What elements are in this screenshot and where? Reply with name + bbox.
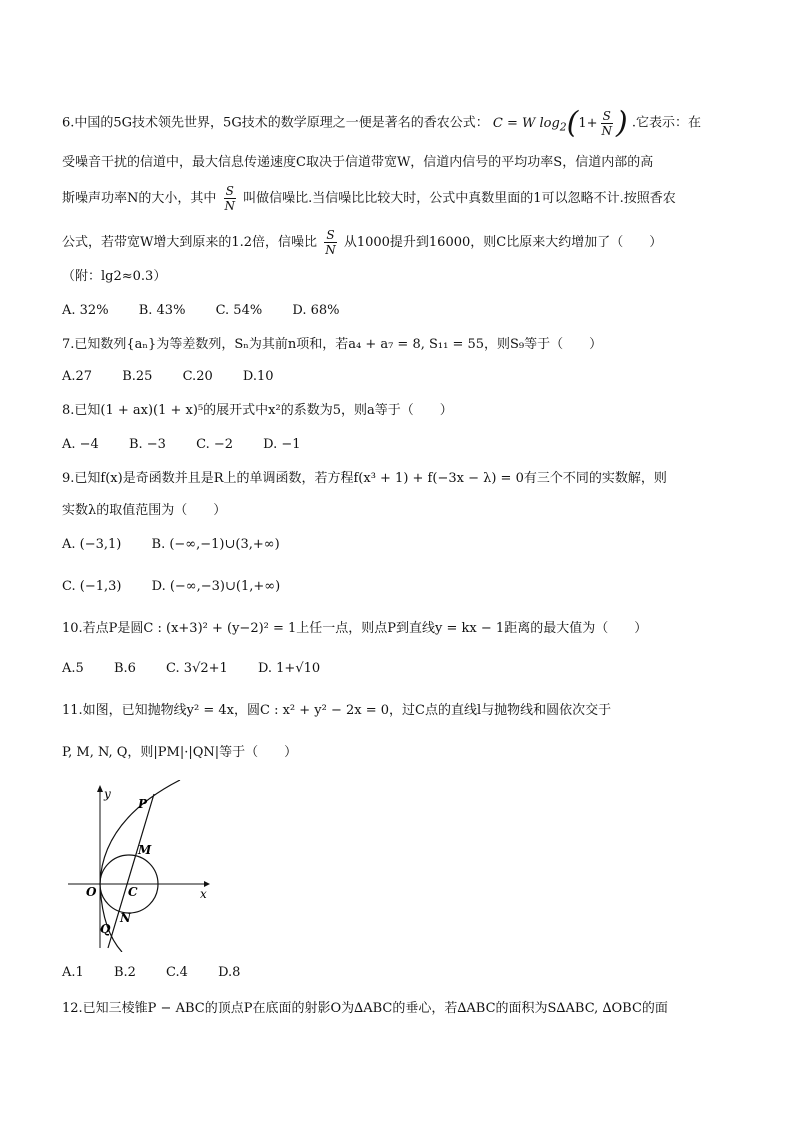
q6-line3-pre: 斯噪声功率N的大小，其中 [62, 191, 217, 206]
q12-stem: 12.已知三棱锥P − ABC的顶点P在底面的射影O为∆ABC的垂心，若∆ABC的面积为S∆ABC, ∆OBC的面 [62, 1001, 668, 1016]
line-l [108, 794, 154, 948]
q6-line1 [62, 105, 702, 140]
option-c: C. −2 [196, 437, 234, 452]
option-a: A. 32% [62, 303, 109, 318]
q9-options-row2 [62, 578, 306, 596]
formula-log-base: 2 [559, 120, 567, 134]
option-b: B. 43% [138, 303, 186, 318]
formula-one-plus: 1+ [578, 115, 598, 131]
q6-line4 [62, 228, 662, 257]
option-b: B. (−∞,−1)∪(3,+∞) [151, 537, 280, 552]
parabola-circle-figure [62, 780, 212, 952]
label-n: N [120, 911, 131, 925]
label-x: x [200, 887, 207, 901]
option-a: A.1 [62, 965, 84, 980]
q9-stem-line1: 9.已知f(x)是奇函数并且是R上的单调函数，若方程f(x³ + 1) + f(−3x − λ) = 0有三个不同的实数解，则 [62, 471, 667, 486]
q8-stem: 8.已知(1 + ax)(1 + x)⁵的展开式中x²的系数为5，则a等于（ ） [62, 403, 453, 418]
y-axis-arrow [97, 785, 103, 792]
figure-svg [62, 780, 212, 952]
frac-denominator: N [325, 243, 336, 257]
frac-denominator: N [224, 199, 236, 213]
frac-numerator: S [225, 184, 234, 198]
q6-line1-text: 6.中国的5G技术领先世界，5G技术的数学原理之一便是著名的香农公式： [62, 115, 489, 131]
option-c: C. 54% [215, 303, 263, 318]
q11-stem-line2: P, M, N, Q，则|PM|·|QN|等于（ ） [62, 745, 298, 760]
option-b: B.6 [113, 661, 136, 676]
snr-fraction [600, 109, 615, 138]
q6-line3-post: 叫做信噪比.当信噪比比较大时，公式中真数里面的1可以忽略不计.按照香农 [243, 191, 676, 206]
frac-denominator: N [601, 123, 613, 138]
q10-stem: 10.若点P是圆C : (x+3)² + (y−2)² = 1上任一点，则点P到直线y = kx − 1距离的最大值为（ ） [62, 621, 648, 636]
option-d: D. (−∞,−3)∪(1,+∞) [151, 579, 281, 594]
option-d: D. 68% [292, 303, 340, 318]
q9-stem-line2: 实数λ的取值范围为（ ） [62, 503, 227, 518]
right-paren: ) [616, 105, 628, 140]
option-d: D. 1+√10 [257, 661, 321, 676]
label-c: C [128, 885, 138, 899]
option-c: C.4 [166, 965, 188, 980]
q6-line3 [62, 184, 676, 213]
q10-options [62, 660, 346, 678]
q9-options-row1 [62, 536, 306, 554]
option-a: A. (−3,1) [62, 537, 122, 552]
shannon-formula [492, 105, 632, 140]
label-y: y [104, 787, 111, 801]
snr-fraction-3 [323, 228, 338, 257]
label-p: P [138, 797, 148, 811]
q6-note: （附：lg2≈0.3） [62, 269, 167, 284]
option-d: D.8 [218, 965, 241, 980]
frac-numerator: S [326, 228, 335, 242]
q11-stem-line1: 11.如图，已知抛物线y² = 4x，圆C : x² + y² − 2x = 0，过C点的直线l与抛物线和圆依次交于 [62, 703, 612, 718]
q8-options [62, 436, 327, 454]
q6-line1-post: .它表示：在 [631, 115, 702, 131]
option-a: A. −4 [62, 437, 99, 452]
label-o: O [86, 885, 97, 899]
left-paren: ( [566, 105, 579, 140]
q6-line4-post: 从1000提升到16000，则C比原来大约增加了（ ） [343, 235, 663, 250]
formula-c-equals: C = W log [492, 115, 560, 131]
option-c: C. (−1,3) [62, 579, 122, 594]
option-c: C.20 [182, 369, 213, 384]
q11-options [62, 964, 266, 982]
q7-stem: 7.已知数列{aₙ}为等差数列，Sₙ为其前n项和，若a₄ + a₇ = 8, S₁₁ = 55，则S₉等于（ ） [62, 337, 603, 352]
option-d: D. −1 [263, 437, 301, 452]
q6-line4-pre: 公式，若带宽W增大到原来的1.2倍，信噪比 [62, 235, 318, 250]
option-a: A.5 [62, 661, 84, 676]
q6-options [62, 302, 365, 320]
option-b: B. −3 [128, 437, 166, 452]
label-q: Q [100, 922, 111, 936]
option-b: B.2 [113, 965, 136, 980]
frac-numerator: S [602, 108, 611, 123]
label-m: M [138, 843, 152, 857]
snr-fraction-2 [223, 184, 238, 213]
option-b: B.25 [122, 369, 153, 384]
option-a: A.27 [62, 369, 93, 384]
option-d: D.10 [242, 369, 274, 384]
q7-options [62, 368, 300, 386]
option-c: C. 3√2+1 [166, 661, 228, 676]
q6-line2: 受噪音干扰的信道中，最大信息传递速度C取决于信道带宽W，信道内信号的平均功率S，信道内部的高 [62, 155, 654, 170]
